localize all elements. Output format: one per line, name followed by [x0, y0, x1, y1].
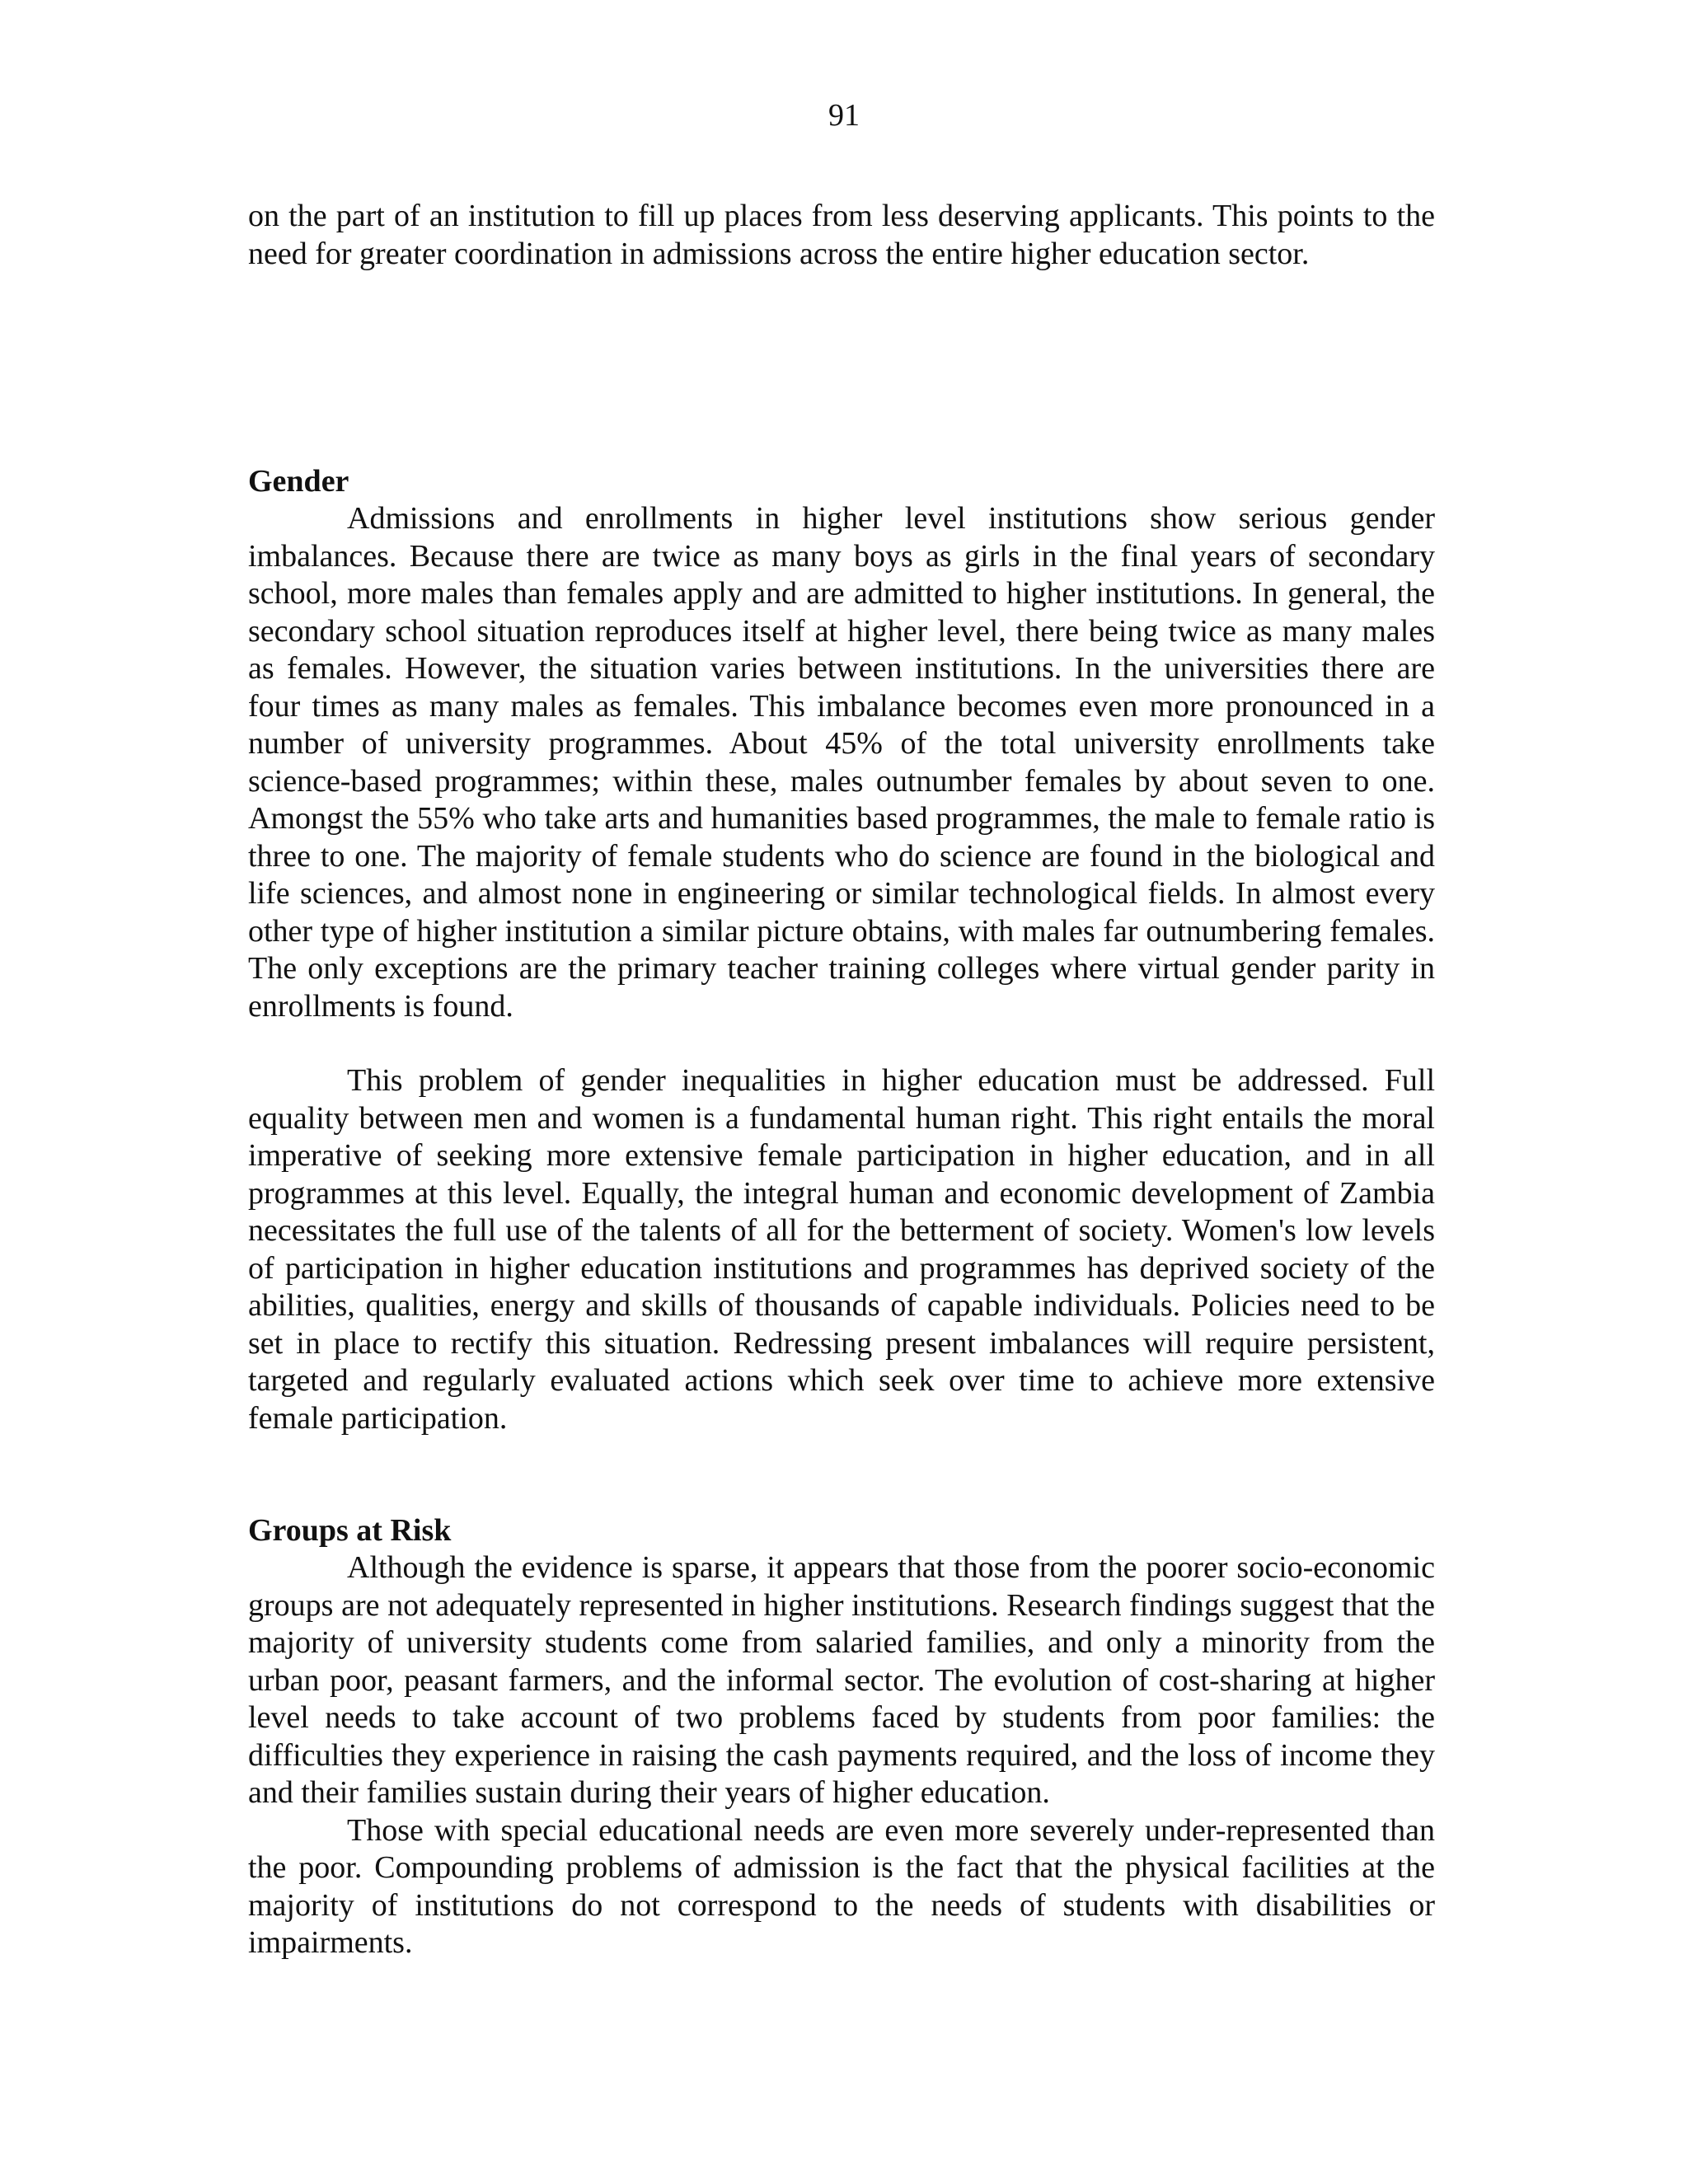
section-heading-gender: Gender — [248, 464, 349, 499]
section-gender — [248, 462, 1435, 1437]
spacer — [248, 1437, 1435, 1511]
spacer — [248, 1025, 1435, 1062]
page-content — [248, 198, 1435, 1962]
gender-paragraph-2: This problem of gender inequalities in higher education must be addressed. Full equality between men and women is a fundamental human right. This right entails the moral imperative of seeking more extensive female participation in higher education, and in all programmes at this level. Equally, the integral human and economic development of Zambia necessitates the full use of the talents of all for the betterment of society. Women's low levels of participation in higher education institutions and programmes has deprived society of the abilities, qualities, energy and skills of thousands of capable individuals. Policies need to be set in place to rectify this situation. Redressing present imbalances will require persistent, targeted and regularly evaluated actions which seek over time to achieve more extensive female participation. — [248, 1063, 1435, 1436]
spacer — [248, 273, 1435, 462]
page-number: 91 — [828, 98, 860, 133]
section-groups-at-risk — [248, 1511, 1435, 1962]
intro-paragraph: on the part of an institution to fill up places from less deserving applicants. This points to the need for greater coordination in admissions across the entire higher education sector. — [248, 199, 1435, 271]
groups-at-risk-paragraph-1: Although the evidence is sparse, it appears that those from the poorer socio-economic groups are not adequately represented in higher institutions. Research findings suggest that the majority of university students come from salaried families, and only a minority from the urban poor, peasant farmers, and the informal sector. The evolution of cost-sharing at higher level needs to take account of two problems faced by students from poor families: the difficulties they experience in raising the cash payments required, and the loss of income they and their families sustain during their years of higher education. — [248, 1550, 1435, 1810]
section-heading-groups-at-risk: Groups at Risk — [248, 1513, 452, 1548]
gender-paragraph-1: Admissions and enrollments in higher level institutions show serious gender imbalances. Because there are twice as many boys as girls in the final years of secondary school, more males than females apply and are admitted to higher institutions. In general, the secondary school situation reproduces itself at higher level, there being twice as many males as females. However, the situation varies between institutions. In the universities there are four times as many males as females. This imbalance becomes even more pronounced in a number of university programmes. About 45% of the total university enrollments take science-based programmes; within these, males outnumber females by about seven to one. Amongst the 55% who take arts and humanities based programmes, the male to female ratio is three to one. The majority of female students who do science are found in the biological and life sciences, and almost none in engineering or similar technological fields. In almost every other type of higher institution a similar picture obtains, with males far outnumbering females. The only exceptions are the primary teacher training colleges where virtual gender parity in enrollments is found. — [248, 501, 1435, 1024]
groups-at-risk-paragraph-2: Those with special educational needs are even more severely under-represented than the poor. Compounding problems of admission is the fact that the physical facilities at the majority of institutions do not correspond to the needs of students with disabilities or impairments. — [248, 1812, 1435, 1960]
